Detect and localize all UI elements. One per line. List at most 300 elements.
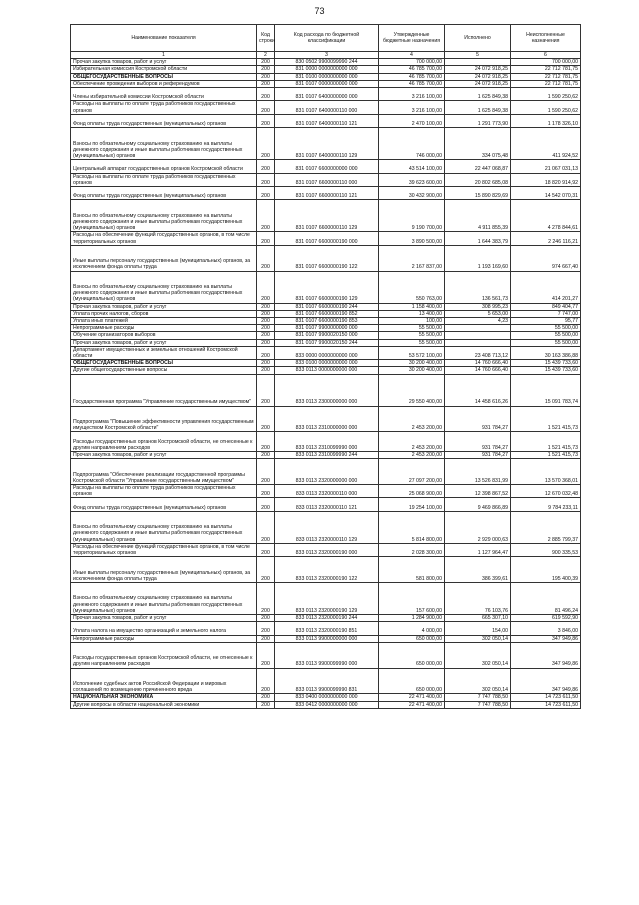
cell-line-code: 200 bbox=[257, 557, 275, 583]
table-row bbox=[71, 511, 581, 543]
header-unexecuted: Неисполненные назначения bbox=[511, 25, 581, 52]
cell-expense-code: 833 0400 0000000000 000 bbox=[275, 694, 379, 701]
cell-expense-code: 831 0107 6600000190 129 bbox=[275, 271, 379, 303]
cell-expense-code: 831 0107 6600000110 129 bbox=[275, 200, 379, 232]
cell-expense-code: 831 0107 6600000190 244 bbox=[275, 303, 379, 310]
table-row bbox=[71, 498, 581, 511]
cell-line-code: 200 bbox=[257, 59, 275, 66]
cell-line-code: 200 bbox=[257, 101, 275, 114]
cell-line-code: 200 bbox=[257, 485, 275, 498]
table-row bbox=[71, 701, 581, 708]
cell-name: Прочая закупка товаров, работ и услуг bbox=[71, 339, 257, 346]
cell-expense-code: 831 0107 6600000110 000 bbox=[275, 173, 379, 186]
cell-executed: 334 075,48 bbox=[445, 128, 511, 160]
table-row bbox=[71, 615, 581, 622]
cell-approved: 3 216 100,00 bbox=[379, 101, 445, 114]
cell-unexecuted: 13 570 368,01 bbox=[511, 459, 581, 485]
cell-executed: 14 760 666,40 bbox=[445, 367, 511, 374]
cell-unexecuted: 411 924,52 bbox=[511, 128, 581, 160]
cell-line-code: 200 bbox=[257, 452, 275, 459]
cell-expense-code: 833 0113 2320000190 122 bbox=[275, 557, 379, 583]
cell-expense-code: 833 0113 2320000110 121 bbox=[275, 498, 379, 511]
cell-name: Другие вопросы в области национальной экономики bbox=[71, 701, 257, 708]
cell-name: Иные выплаты персоналу государственных (муниципальных) органов, за исключением фонда оплаты труда bbox=[71, 245, 257, 271]
cell-approved: 46 785 700,00 bbox=[379, 66, 445, 73]
cell-approved: 746 000,00 bbox=[379, 128, 445, 160]
cell-approved: 30 200 400,00 bbox=[379, 367, 445, 374]
table-row bbox=[71, 173, 581, 186]
cell-name: Прочая закупка товаров, работ и услуг bbox=[71, 303, 257, 310]
cell-unexecuted: 18 820 914,92 bbox=[511, 173, 581, 186]
cell-approved: 2 453 200,00 bbox=[379, 452, 445, 459]
cell-approved: 581 800,00 bbox=[379, 557, 445, 583]
cell-approved: 100,00 bbox=[379, 318, 445, 325]
cell-approved: 19 254 100,00 bbox=[379, 498, 445, 511]
cell-name: Департамент имущественных и земельных отношений Костромской области bbox=[71, 346, 257, 359]
header-line-code: Код строки bbox=[257, 25, 275, 52]
cell-line-code: 200 bbox=[257, 346, 275, 359]
cell-name: Взносы по обязательному социальному страхованию на выплаты денежного содержания и иные выплаты работникам государственных (муниципальных) органов bbox=[71, 200, 257, 232]
cell-line-code: 200 bbox=[257, 332, 275, 339]
cell-line-code: 200 bbox=[257, 80, 275, 87]
cell-name: Прочая закупка товаров, работ и услуг bbox=[71, 59, 257, 66]
cell-unexecuted: 1 590 250,62 bbox=[511, 101, 581, 114]
cell-executed: 14 760 666,40 bbox=[445, 360, 511, 367]
cell-unexecuted: 1 521 415,73 bbox=[511, 452, 581, 459]
col-index: 1 bbox=[71, 52, 257, 59]
cell-executed: 1 625 849,38 bbox=[445, 88, 511, 101]
cell-expense-code: 831 0107 6600000000 000 bbox=[275, 160, 379, 173]
cell-expense-code: 831 0107 6600000190 000 bbox=[275, 232, 379, 245]
cell-name: Уплата налога на имущество организаций и земельного налога bbox=[71, 622, 257, 635]
cell-executed: 931 784,27 bbox=[445, 432, 511, 452]
cell-approved: 2 470 100,00 bbox=[379, 114, 445, 127]
cell-line-code: 200 bbox=[257, 114, 275, 127]
cell-expense-code: 831 0107 6400000000 000 bbox=[275, 88, 379, 101]
cell-line-code: 200 bbox=[257, 543, 275, 556]
cell-line-code: 200 bbox=[257, 66, 275, 73]
cell-expense-code: 833 0113 0000000000 000 bbox=[275, 367, 379, 374]
cell-approved: 30 200 400,00 bbox=[379, 360, 445, 367]
cell-line-code: 200 bbox=[257, 406, 275, 432]
cell-line-code: 200 bbox=[257, 232, 275, 245]
table-row bbox=[71, 367, 581, 374]
header-approved: Утвержденные бюджетные назначения bbox=[379, 25, 445, 52]
cell-line-code: 200 bbox=[257, 668, 275, 694]
cell-expense-code: 831 0107 6400000110 129 bbox=[275, 128, 379, 160]
cell-name: Иные выплаты персоналу государственных (муниципальных) органов, за исключением фонда оплаты труда bbox=[71, 557, 257, 583]
cell-executed: 7 747 788,50 bbox=[445, 694, 511, 701]
cell-unexecuted: 900 335,53 bbox=[511, 543, 581, 556]
cell-unexecuted: 347 949,86 bbox=[511, 642, 581, 668]
table-row bbox=[71, 271, 581, 303]
cell-executed: 665 307,10 bbox=[445, 615, 511, 622]
cell-expense-code: 833 0113 2320000110 129 bbox=[275, 511, 379, 543]
cell-unexecuted: 1 178 326,10 bbox=[511, 114, 581, 127]
table-row bbox=[71, 325, 581, 332]
cell-executed: 1 291 773,90 bbox=[445, 114, 511, 127]
cell-executed: 308 995,23 bbox=[445, 303, 511, 310]
cell-expense-code: 833 0113 2300000000 000 bbox=[275, 374, 379, 406]
cell-line-code: 200 bbox=[257, 511, 275, 543]
cell-name: Обучение организаторов выборов bbox=[71, 332, 257, 339]
col-index: 5 bbox=[445, 52, 511, 59]
cell-name: Расходы на выплаты по оплате труда работников государственных органов bbox=[71, 485, 257, 498]
cell-unexecuted: 12 670 032,48 bbox=[511, 485, 581, 498]
cell-approved: 27 097 200,00 bbox=[379, 459, 445, 485]
cell-expense-code: 833 0113 2320000110 000 bbox=[275, 485, 379, 498]
cell-unexecuted: 1 590 250,62 bbox=[511, 88, 581, 101]
cell-line-code: 200 bbox=[257, 310, 275, 317]
cell-executed: 931 784,27 bbox=[445, 452, 511, 459]
table-row bbox=[71, 485, 581, 498]
table-row bbox=[71, 346, 581, 359]
cell-unexecuted: 347 949,86 bbox=[511, 635, 581, 642]
cell-expense-code: 831 0107 6600000190 122 bbox=[275, 245, 379, 271]
table-row bbox=[71, 187, 581, 200]
cell-line-code: 200 bbox=[257, 615, 275, 622]
cell-unexecuted: 15 439 733,60 bbox=[511, 367, 581, 374]
cell-unexecuted: 3 846,00 bbox=[511, 622, 581, 635]
table-row bbox=[71, 543, 581, 556]
cell-line-code: 200 bbox=[257, 271, 275, 303]
cell-approved: 22 471 400,00 bbox=[379, 694, 445, 701]
cell-approved: 46 785 700,00 bbox=[379, 73, 445, 80]
cell-name: ОБЩЕГОСУДАРСТВЕННЫЕ ВОПРОСЫ bbox=[71, 73, 257, 80]
cell-unexecuted: 619 592,90 bbox=[511, 615, 581, 622]
cell-unexecuted: 14 723 611,50 bbox=[511, 694, 581, 701]
col-index: 4 bbox=[379, 52, 445, 59]
cell-line-code: 200 bbox=[257, 360, 275, 367]
cell-unexecuted: 2 246 116,21 bbox=[511, 232, 581, 245]
cell-approved: 157 600,00 bbox=[379, 583, 445, 615]
cell-unexecuted: 81 496,24 bbox=[511, 583, 581, 615]
table-header-row bbox=[71, 25, 581, 52]
cell-line-code: 200 bbox=[257, 303, 275, 310]
cell-name: Взносы по обязательному социальному страхованию на выплаты денежного содержания и иные выплаты работникам государственных (муниципальных) органов bbox=[71, 128, 257, 160]
cell-unexecuted: 55 500,00 bbox=[511, 339, 581, 346]
cell-approved: 2 453 200,00 bbox=[379, 432, 445, 452]
cell-executed: 24 072 918,25 bbox=[445, 80, 511, 87]
cell-line-code: 200 bbox=[257, 374, 275, 406]
cell-executed: 1 127 964,47 bbox=[445, 543, 511, 556]
cell-name: Фонд оплаты труда государственных (муниципальных) органов bbox=[71, 114, 257, 127]
cell-approved: 39 623 600,00 bbox=[379, 173, 445, 186]
page-number: 73 bbox=[314, 6, 325, 16]
cell-approved: 29 550 400,00 bbox=[379, 374, 445, 406]
cell-executed: 302 050,14 bbox=[445, 635, 511, 642]
cell-unexecuted: 1 521 415,73 bbox=[511, 432, 581, 452]
table-row bbox=[71, 339, 581, 346]
cell-approved: 46 785 700,00 bbox=[379, 80, 445, 87]
cell-approved: 2 028 300,00 bbox=[379, 543, 445, 556]
cell-expense-code: 833 0113 2320000190 129 bbox=[275, 583, 379, 615]
cell-name: Уплата прочих налогов, сборов bbox=[71, 310, 257, 317]
cell-executed: 24 072 918,25 bbox=[445, 66, 511, 73]
table-row bbox=[71, 318, 581, 325]
cell-approved: 30 432 900,00 bbox=[379, 187, 445, 200]
cell-executed: 386 399,61 bbox=[445, 557, 511, 583]
cell-name: Прочая закупка товаров, работ и услуг bbox=[71, 452, 257, 459]
cell-name: Непрограммные расходы bbox=[71, 635, 257, 642]
cell-executed: 20 802 685,08 bbox=[445, 173, 511, 186]
table-row bbox=[71, 59, 581, 66]
cell-approved: 550 763,00 bbox=[379, 271, 445, 303]
cell-unexecuted: 1 521 415,73 bbox=[511, 406, 581, 432]
cell-name: Прочая закупка товаров, работ и услуг bbox=[71, 615, 257, 622]
cell-approved: 700 000,00 bbox=[379, 59, 445, 66]
cell-approved: 5 814 800,00 bbox=[379, 511, 445, 543]
cell-expense-code: 833 0113 2320000190 851 bbox=[275, 622, 379, 635]
cell-name: Члены избирательной комиссии Костромской области bbox=[71, 88, 257, 101]
table-row bbox=[71, 406, 581, 432]
cell-approved: 55 500,00 bbox=[379, 339, 445, 346]
cell-approved: 55 500,00 bbox=[379, 325, 445, 332]
cell-unexecuted: 22 712 781,75 bbox=[511, 66, 581, 73]
cell-line-code: 200 bbox=[257, 498, 275, 511]
cell-line-code: 200 bbox=[257, 128, 275, 160]
cell-line-code: 200 bbox=[257, 339, 275, 346]
table-row bbox=[71, 694, 581, 701]
cell-expense-code: 833 0113 9900099990 831 bbox=[275, 668, 379, 694]
cell-executed: 4 911 855,39 bbox=[445, 200, 511, 232]
cell-executed: 931 784,27 bbox=[445, 406, 511, 432]
table-row bbox=[71, 452, 581, 459]
header-executed: Исполнено bbox=[445, 25, 511, 52]
cell-expense-code: 833 0113 2320000190 000 bbox=[275, 543, 379, 556]
cell-name: Расходы на выплаты по оплате труда работников государственных органов bbox=[71, 101, 257, 114]
cell-name: Уплата иных платежей bbox=[71, 318, 257, 325]
cell-line-code: 200 bbox=[257, 173, 275, 186]
cell-executed: 23 408 713,12 bbox=[445, 346, 511, 359]
cell-line-code: 200 bbox=[257, 325, 275, 332]
cell-unexecuted: 7 747,00 bbox=[511, 310, 581, 317]
cell-executed: 302 050,14 bbox=[445, 642, 511, 668]
table-row bbox=[71, 66, 581, 73]
cell-name: Фонд оплаты труда государственных (муниципальных) органов bbox=[71, 498, 257, 511]
cell-name: Расходы на выплаты по оплате труда работников государственных органов bbox=[71, 173, 257, 186]
cell-line-code: 200 bbox=[257, 200, 275, 232]
cell-executed: 136 561,73 bbox=[445, 271, 511, 303]
table-row bbox=[71, 232, 581, 245]
cell-name: ОБЩЕГОСУДАРСТВЕННЫЕ ВОПРОСЫ bbox=[71, 360, 257, 367]
cell-expense-code: 833 0113 2310099990 244 bbox=[275, 452, 379, 459]
cell-approved: 53 572 100,00 bbox=[379, 346, 445, 359]
cell-unexecuted: 15 091 783,74 bbox=[511, 374, 581, 406]
table-row bbox=[71, 310, 581, 317]
cell-executed: 15 890 829,69 bbox=[445, 187, 511, 200]
cell-unexecuted: 9 784 233,11 bbox=[511, 498, 581, 511]
budget-execution-table bbox=[70, 24, 581, 709]
cell-expense-code: 831 0107 9900020150 244 bbox=[275, 339, 379, 346]
table-row bbox=[71, 245, 581, 271]
cell-unexecuted: 30 163 386,88 bbox=[511, 346, 581, 359]
cell-executed: 2 929 000,63 bbox=[445, 511, 511, 543]
cell-expense-code: 831 0107 6600000190 853 bbox=[275, 318, 379, 325]
cell-unexecuted: 195 400,39 bbox=[511, 557, 581, 583]
table-row bbox=[71, 303, 581, 310]
cell-name: Взносы по обязательному социальному страхованию на выплаты денежного содержания и иные выплаты работникам государственных (муниципальных) органов bbox=[71, 583, 257, 615]
cell-expense-code: 831 0107 6600000110 121 bbox=[275, 187, 379, 200]
cell-executed: 302 050,14 bbox=[445, 668, 511, 694]
cell-executed: 9 469 866,89 bbox=[445, 498, 511, 511]
cell-executed: 12 398 867,52 bbox=[445, 485, 511, 498]
table-row bbox=[71, 642, 581, 668]
cell-name: Центральный аппарат государственных органов Костромской области bbox=[71, 160, 257, 173]
cell-line-code: 200 bbox=[257, 245, 275, 271]
cell-line-code: 200 bbox=[257, 318, 275, 325]
cell-approved: 3 216 100,00 bbox=[379, 88, 445, 101]
cell-name: Государственная программа "Управление государственным имуществом" bbox=[71, 374, 257, 406]
cell-name: Взносы по обязательному социальному страхованию на выплаты денежного содержания и иные выплаты работникам государственных (муниципальных) органов bbox=[71, 271, 257, 303]
cell-unexecuted: 2 885 799,37 bbox=[511, 511, 581, 543]
table-row bbox=[71, 160, 581, 173]
table-row bbox=[71, 459, 581, 485]
cell-executed: 14 458 616,26 bbox=[445, 374, 511, 406]
cell-name: Избирательная комиссия Костромской области bbox=[71, 66, 257, 73]
table-row bbox=[71, 88, 581, 101]
cell-line-code: 200 bbox=[257, 642, 275, 668]
cell-unexecuted: 55 500,00 bbox=[511, 332, 581, 339]
cell-name: Взносы по обязательному социальному страхованию на выплаты денежного содержания и иные выплаты работникам государственных (муниципальных) органов bbox=[71, 511, 257, 543]
cell-name: Подпрограмма "Обеспечение реализации государственной программы Костромской области "Управление государственным имуществом" bbox=[71, 459, 257, 485]
cell-name: Расходы государственных органов Костромской области, не отнесенные к другим направлениям расходов bbox=[71, 432, 257, 452]
cell-expense-code: 831 0107 6600000190 852 bbox=[275, 310, 379, 317]
header-name: Наименование показателя bbox=[71, 25, 257, 52]
cell-name: Подпрограмма "Повышение эффективности управления государственным имуществом Костромской области" bbox=[71, 406, 257, 432]
col-index: 6 bbox=[511, 52, 581, 59]
cell-name: НАЦИОНАЛЬНАЯ ЭКОНОМИКА bbox=[71, 694, 257, 701]
cell-expense-code: 831 0107 9900020150 000 bbox=[275, 332, 379, 339]
cell-line-code: 200 bbox=[257, 88, 275, 101]
cell-expense-code: 833 0113 2310000000 000 bbox=[275, 406, 379, 432]
cell-approved: 13 400,00 bbox=[379, 310, 445, 317]
cell-name: Непрограммные расходы bbox=[71, 325, 257, 332]
cell-unexecuted: 21 067 031,13 bbox=[511, 160, 581, 173]
cell-executed: 76 103,76 bbox=[445, 583, 511, 615]
cell-expense-code: 833 0100 0000000000 000 bbox=[275, 360, 379, 367]
cell-line-code: 200 bbox=[257, 622, 275, 635]
table-row bbox=[71, 583, 581, 615]
cell-unexecuted: 700 000,00 bbox=[511, 59, 581, 66]
cell-unexecuted: 14 723 611,50 bbox=[511, 701, 581, 708]
cell-approved: 650 000,00 bbox=[379, 668, 445, 694]
cell-name: Расходы на обеспечение функций государственных органов, в том числе территориальных органов bbox=[71, 232, 257, 245]
table-body bbox=[71, 59, 581, 709]
table-row bbox=[71, 114, 581, 127]
cell-executed: 5 653,00 bbox=[445, 310, 511, 317]
table-row bbox=[71, 128, 581, 160]
cell-line-code: 200 bbox=[257, 635, 275, 642]
col-index: 2 bbox=[257, 52, 275, 59]
cell-line-code: 200 bbox=[257, 73, 275, 80]
cell-executed bbox=[445, 59, 511, 66]
cell-unexecuted: 347 949,86 bbox=[511, 668, 581, 694]
cell-expense-code: 831 0100 0000000000 000 bbox=[275, 73, 379, 80]
cell-line-code: 200 bbox=[257, 432, 275, 452]
cell-line-code: 200 bbox=[257, 187, 275, 200]
cell-approved: 43 514 100,00 bbox=[379, 160, 445, 173]
cell-approved: 22 471 400,00 bbox=[379, 701, 445, 708]
cell-unexecuted: 15 439 733,60 bbox=[511, 360, 581, 367]
cell-approved: 9 190 700,00 bbox=[379, 200, 445, 232]
cell-name: Расходы на обеспечение функций государственных органов, в том числе территориальных органов bbox=[71, 543, 257, 556]
table-row bbox=[71, 200, 581, 232]
cell-line-code: 200 bbox=[257, 160, 275, 173]
table-row bbox=[71, 332, 581, 339]
header-expense-code: Код расхода по бюджетной классификации bbox=[275, 25, 379, 52]
column-index-row bbox=[71, 52, 581, 59]
cell-line-code: 200 bbox=[257, 701, 275, 708]
cell-expense-code: 833 0113 9900000000 000 bbox=[275, 635, 379, 642]
cell-unexecuted: 414 201,27 bbox=[511, 271, 581, 303]
col-index: 3 bbox=[275, 52, 379, 59]
cell-approved: 1 158 400,00 bbox=[379, 303, 445, 310]
cell-executed bbox=[445, 339, 511, 346]
cell-expense-code: 833 0113 2310099990 000 bbox=[275, 432, 379, 452]
table-row bbox=[71, 374, 581, 406]
cell-expense-code: 831 0107 0000000000 000 bbox=[275, 80, 379, 87]
cell-expense-code: 831 0107 9900000000 000 bbox=[275, 325, 379, 332]
cell-approved: 4 000,00 bbox=[379, 622, 445, 635]
cell-expense-code: 831 0000 0000000000 000 bbox=[275, 66, 379, 73]
cell-line-code: 200 bbox=[257, 583, 275, 615]
cell-name: Расходы государственных органов Костромской области, не отнесенные к другим направлениям расходов bbox=[71, 642, 257, 668]
cell-executed: 1 193 169,60 bbox=[445, 245, 511, 271]
cell-executed: 7 747 788,50 bbox=[445, 701, 511, 708]
cell-unexecuted: 14 542 070,31 bbox=[511, 187, 581, 200]
table-row bbox=[71, 432, 581, 452]
cell-unexecuted: 95,77 bbox=[511, 318, 581, 325]
cell-name: Другие общегосударственные вопросы bbox=[71, 367, 257, 374]
cell-executed: 1 644 383,79 bbox=[445, 232, 511, 245]
table-row bbox=[71, 80, 581, 87]
cell-line-code: 200 bbox=[257, 367, 275, 374]
cell-expense-code: 833 0412 0000000000 000 bbox=[275, 701, 379, 708]
cell-executed: 13 526 831,99 bbox=[445, 459, 511, 485]
cell-unexecuted: 974 667,40 bbox=[511, 245, 581, 271]
cell-line-code: 200 bbox=[257, 459, 275, 485]
cell-approved: 55 500,00 bbox=[379, 332, 445, 339]
cell-expense-code: 831 0107 6400000110 000 bbox=[275, 101, 379, 114]
cell-approved: 25 068 900,00 bbox=[379, 485, 445, 498]
table-row bbox=[71, 668, 581, 694]
cell-expense-code: 830 0502 9900099990 244 bbox=[275, 59, 379, 66]
cell-unexecuted: 55 500,00 bbox=[511, 325, 581, 332]
cell-unexecuted: 22 712 781,75 bbox=[511, 80, 581, 87]
cell-line-code: 200 bbox=[257, 694, 275, 701]
table-row bbox=[71, 635, 581, 642]
table-row bbox=[71, 557, 581, 583]
cell-expense-code: 833 0113 2320000190 244 bbox=[275, 615, 379, 622]
cell-executed: 4,23 bbox=[445, 318, 511, 325]
cell-name: Обеспечение проведения выборов и референдумов bbox=[71, 80, 257, 87]
table-row bbox=[71, 622, 581, 635]
cell-expense-code: 833 0113 2320000000 000 bbox=[275, 459, 379, 485]
cell-approved: 1 284 900,00 bbox=[379, 615, 445, 622]
cell-expense-code: 833 0113 9900099990 000 bbox=[275, 642, 379, 668]
cell-unexecuted: 22 712 781,75 bbox=[511, 73, 581, 80]
cell-approved: 650 000,00 bbox=[379, 642, 445, 668]
cell-executed: 22 447 068,87 bbox=[445, 160, 511, 173]
table-row bbox=[71, 73, 581, 80]
cell-executed bbox=[445, 325, 511, 332]
cell-approved: 2 167 837,00 bbox=[379, 245, 445, 271]
cell-name: Исполнение судебных актов Российской Федерации и мировых соглашений по возмещению причиненного вреда bbox=[71, 668, 257, 694]
cell-executed: 1 625 849,38 bbox=[445, 101, 511, 114]
cell-approved: 650 000,00 bbox=[379, 635, 445, 642]
table-row bbox=[71, 101, 581, 114]
